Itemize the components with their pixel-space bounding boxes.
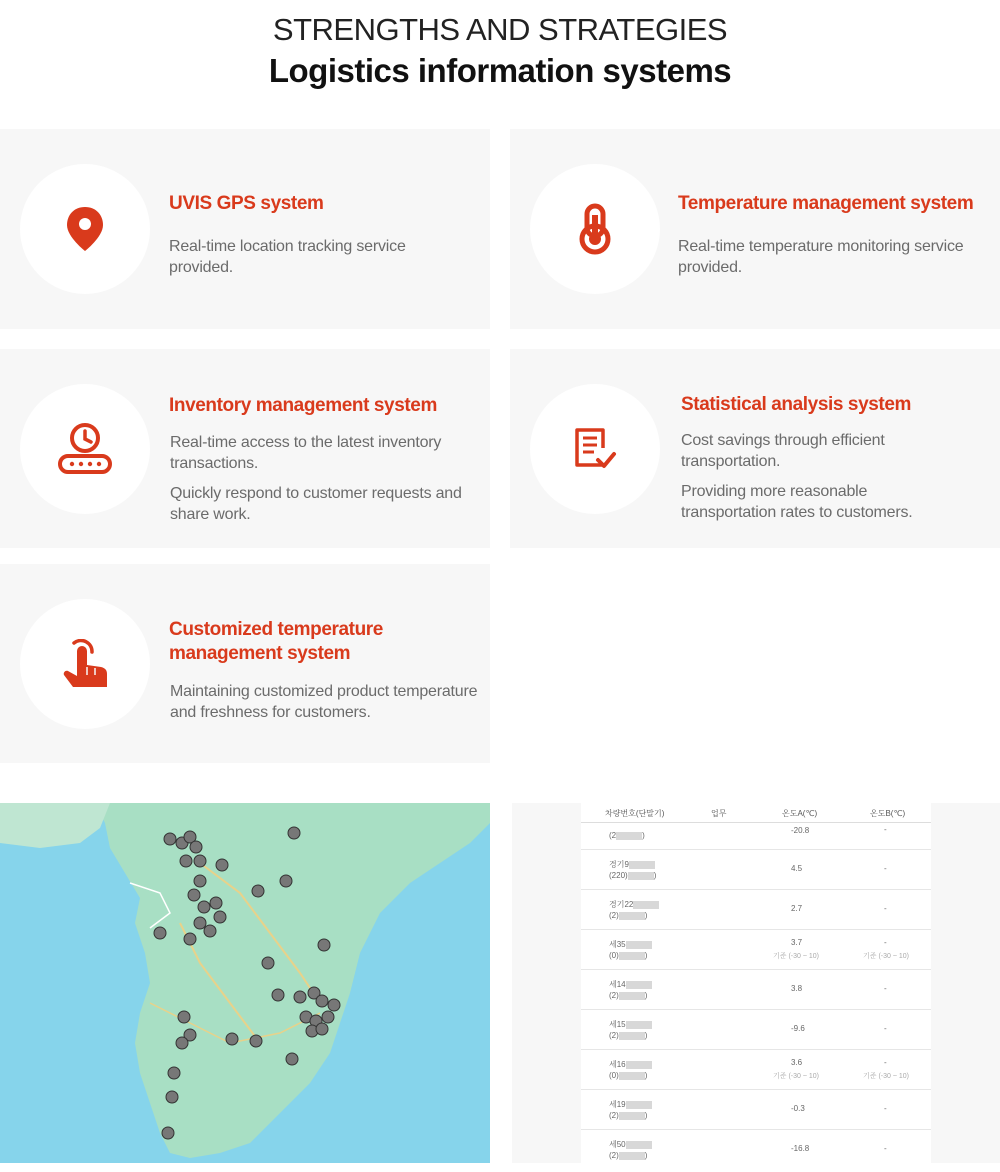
gps-map-image bbox=[0, 803, 490, 1163]
vehicle-id: (2 ) bbox=[609, 831, 645, 840]
range-b: 기준 (-30 ~ 10) bbox=[863, 953, 910, 960]
vehicle-number: 세14 bbox=[609, 979, 652, 990]
table-row bbox=[581, 850, 931, 890]
temp-b: - bbox=[884, 1058, 887, 1067]
card-desc: Real-time location tracking service provided. bbox=[169, 238, 406, 276]
vehicle-number: 세35 bbox=[609, 939, 652, 950]
icon-circle bbox=[20, 164, 150, 294]
card-desc-2: Providing more reasonable transportation rates to customers. bbox=[681, 483, 913, 521]
icon-circle bbox=[530, 384, 660, 514]
vehicle-id: (2) ) bbox=[609, 1031, 648, 1040]
temp-b: - bbox=[884, 904, 887, 913]
range-b: 기준 (-30 ~ 10) bbox=[863, 1073, 910, 1080]
column-header: 차량번호(단말기) bbox=[605, 809, 665, 818]
temp-a: -9.6 bbox=[791, 1024, 805, 1033]
column-header: 업무 bbox=[711, 809, 727, 818]
vehicle-number: 세16 bbox=[609, 1059, 652, 1070]
temp-a: 2.7 bbox=[791, 904, 803, 913]
card-desc: Real-time temperature monitoring service provided. bbox=[678, 238, 964, 276]
thermometer-icon bbox=[575, 203, 615, 255]
card-temperature bbox=[510, 129, 1000, 329]
vehicle-number: 경기9 bbox=[609, 859, 655, 870]
table-row bbox=[581, 1090, 931, 1130]
table-header bbox=[581, 803, 931, 823]
card-title: Statistical analysis system bbox=[681, 394, 912, 415]
temp-a: 3.6 bbox=[791, 1058, 803, 1067]
temp-a: 4.5 bbox=[791, 864, 803, 873]
card-desc-2: Quickly respond to customer requests and share work. bbox=[170, 485, 462, 523]
table-row bbox=[581, 890, 931, 930]
temp-a: 3.8 bbox=[791, 984, 803, 993]
vehicle-id: (2) ) bbox=[609, 911, 648, 920]
card-title: UVIS GPS system bbox=[169, 193, 324, 214]
card-desc: Cost savings through efficient transportation. bbox=[681, 432, 885, 470]
range-a: 기준 (-30 ~ 10) bbox=[773, 1073, 820, 1080]
icon-circle bbox=[20, 599, 150, 729]
temp-a: -0.3 bbox=[791, 1104, 805, 1113]
icon-circle bbox=[20, 384, 150, 514]
hand-pointer-icon bbox=[61, 639, 109, 689]
vehicle-id: (0) ) bbox=[609, 951, 648, 960]
vehicle-id: (2) ) bbox=[609, 991, 648, 1000]
table-row bbox=[581, 930, 931, 970]
temp-b: - bbox=[884, 864, 887, 873]
location-pin-icon bbox=[65, 205, 105, 253]
card-desc: Real-time access to the latest inventory transactions. bbox=[170, 434, 442, 472]
table-row bbox=[581, 823, 931, 850]
card-title: Temperature management system bbox=[678, 193, 974, 214]
temp-b: - bbox=[884, 984, 887, 993]
document-check-icon bbox=[572, 426, 618, 472]
temp-b: - bbox=[884, 825, 887, 834]
vehicle-number: 세15 bbox=[609, 1019, 652, 1030]
card-customized-temperature bbox=[0, 564, 490, 763]
section-eyebrow: STRENGTHS AND STRATEGIES bbox=[272, 12, 728, 47]
temp-b: - bbox=[884, 1104, 887, 1113]
temperature-table-image bbox=[512, 803, 1000, 1163]
range-a: 기준 (-30 ~ 10) bbox=[773, 953, 820, 960]
card-title: Inventory management system bbox=[169, 395, 437, 416]
temp-b: - bbox=[884, 1144, 887, 1153]
card-statistical bbox=[510, 349, 1000, 548]
vehicle-number: 세50 bbox=[609, 1139, 652, 1150]
table-row bbox=[581, 970, 931, 1010]
korea-map bbox=[0, 803, 490, 1163]
vehicle-id: (2) ) bbox=[609, 1111, 648, 1120]
temp-a: 3.7 bbox=[791, 938, 803, 947]
vehicle-id: (0) ) bbox=[609, 1071, 648, 1080]
card-inventory bbox=[0, 349, 490, 548]
table-row bbox=[581, 1010, 931, 1050]
conveyor-clock-icon bbox=[57, 422, 113, 476]
card-title: Customized temperature management system bbox=[169, 619, 383, 664]
vehicle-id: (220) ) bbox=[609, 871, 657, 880]
temp-a: -20.8 bbox=[791, 826, 810, 835]
column-header: 온도B(℃) bbox=[870, 809, 906, 818]
temperature-table bbox=[581, 803, 931, 1163]
table-row bbox=[581, 1050, 931, 1090]
temp-b: - bbox=[884, 1024, 887, 1033]
page-title: Logistics information systems bbox=[268, 52, 732, 89]
icon-circle bbox=[530, 164, 660, 294]
vehicle-id: (2) ) bbox=[609, 1151, 648, 1160]
column-header: 온도A(℃) bbox=[782, 809, 818, 818]
card-uvis-gps bbox=[0, 129, 490, 329]
temp-a: -16.8 bbox=[791, 1144, 810, 1153]
table-row bbox=[581, 1130, 931, 1163]
vehicle-number: 세19 bbox=[609, 1099, 652, 1110]
temp-b: - bbox=[884, 938, 887, 947]
card-desc: Maintaining customized product temperature and freshness for customers. bbox=[170, 683, 478, 721]
vehicle-number: 경기22 bbox=[609, 899, 659, 910]
